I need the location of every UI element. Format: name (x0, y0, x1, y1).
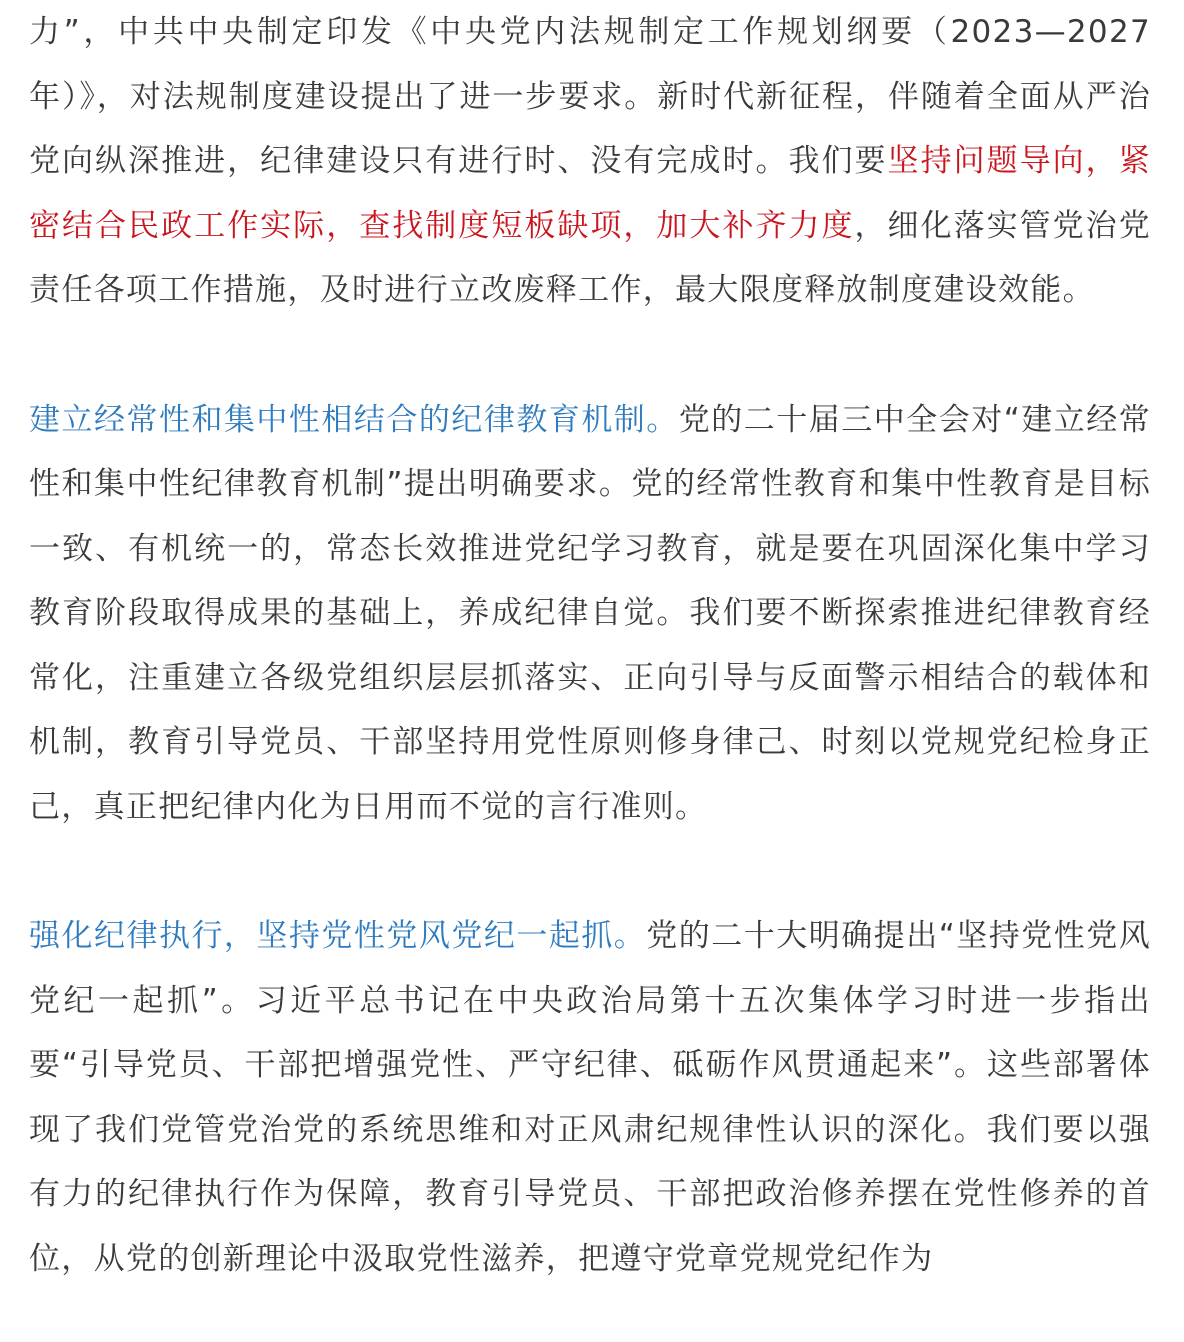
paragraph-text: 党的二十届三中全会对“建立经常性和集中性纪律教育机制”提出明确要求。党的经常性教育和集中性教育是目标一致、有机统一的，常态长效推进党纪学习教育，就是要在巩固深化集中学习教育阶段取得成果的基础上，养成纪律自觉。我们要不断探索推进纪律教育经常化，注重建立各级党组织层层抓落实、正向引导与反面警示相结合的载体和机制，教育引导党员、干部坚持用党性原则修身律己、时刻以党规党纪检身正己，真正把纪律内化为日用而不觉的言行准则。 (29, 401, 1152, 825)
paragraph-text: 力”，中共中央制定印发《中央党内法规制定工作规划纲要（2023—2027年）》，对法规制度建设提出了进一步要求。新时代新征程，伴随着全面从严治党向纵深推进，纪律建设只有进行时、没有完成时。我们要 (29, 14, 1151, 179)
section-heading: 强化纪律执行，坚持党性党风党纪一起抓。 (29, 918, 647, 954)
section-heading: 建立经常性和集中性相结合的纪律教育机制。 (29, 401, 679, 438)
paragraph-text: 党的二十大明确提出“坚持党性党风党纪一起抓”。习近平总书记在中央政治局第十五次集体学习时进一步指出要“引导党员、干部把增强党性、严守纪律、砥砺作风贯通起来”。这些部署体现了我们党管党治党的系统思维和对正风肃纪规律性认识的深化。我们要以强有力的纪律执行作为保障，教育引导党员、干部把政治修养摆在党性修养的首位，从党的创新理论中汲取党性滋养，把遵守党章党规党纪作为 (29, 918, 1151, 1277)
paragraph-text: ，细化落实管党治党责任各项工作措施，及时进行立改废释工作，最大限度释放制度建设效能。 (29, 207, 1151, 308)
article-body (29, 0, 1151, 1291)
highlighted-text: 坚持问题导向，紧密结合民政工作实际，查找制度短板缺项，加大补齐力度 (29, 143, 1151, 244)
paragraph-regulations (29, 0, 1151, 323)
paragraph-discipline-education (29, 388, 1151, 840)
paragraph-discipline-enforcement (29, 904, 1151, 1291)
